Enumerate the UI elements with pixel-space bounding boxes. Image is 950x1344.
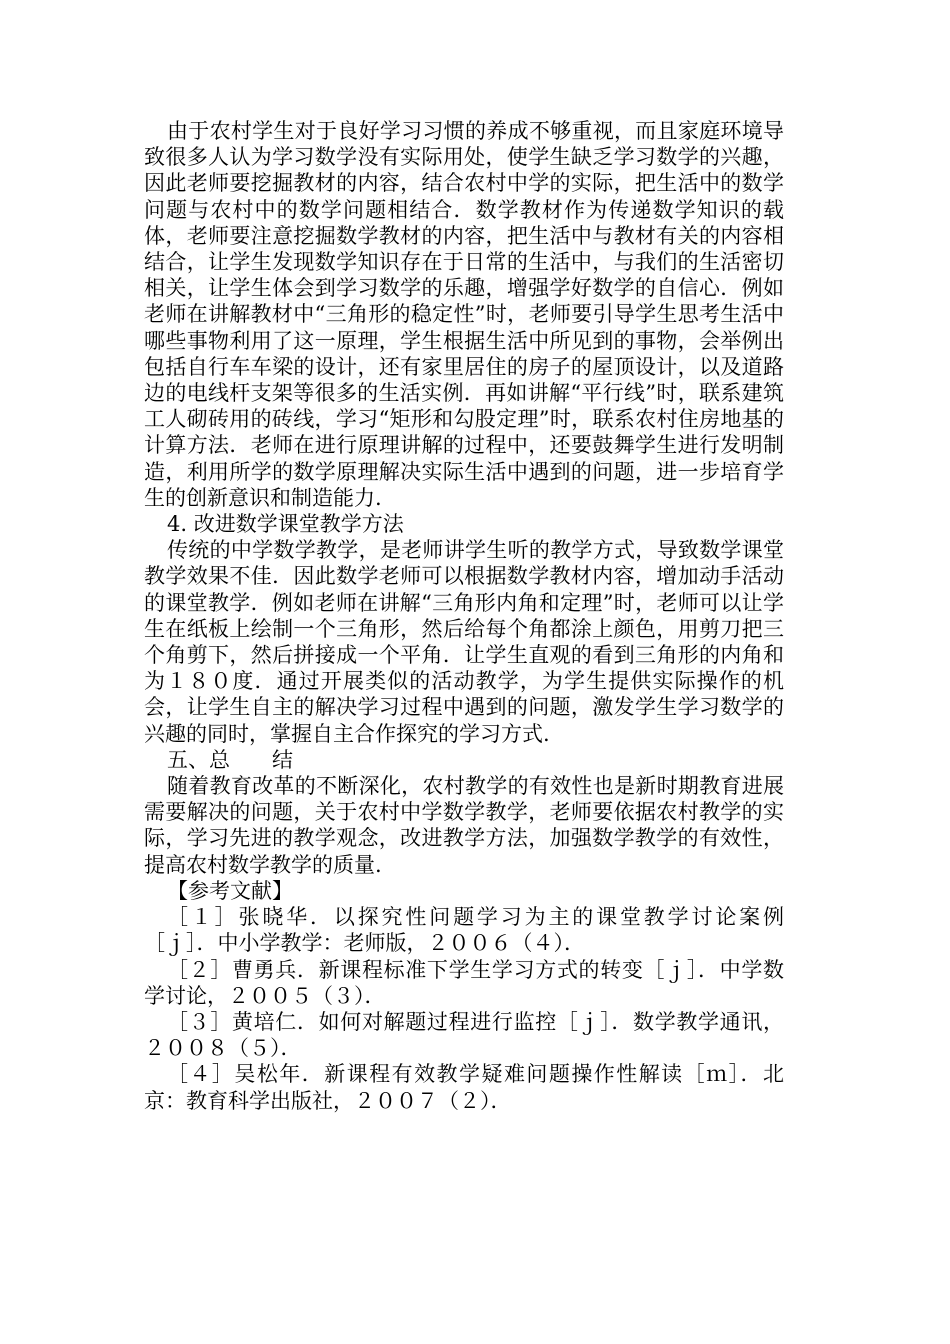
reference-item-2: ［２］曹勇兵．新课程标准下学生学习方式的转变［ｊ］．中学数学讨论，２００５（３）． (144, 957, 784, 1008)
references-heading: 【参考文献】 (167, 878, 293, 903)
paragraph-summary: 随着教育改革的不断深化，农村教学的有效性也是新时期教育进展需要解决的问题，关于农村中学数学教学，老师要依据农村教学的实际，学习先进的教学观念，改进教学方法，加强数学教学的有效性，提高农村数学教学的质量. (144, 774, 784, 877)
reference-item-1: ［１］张晓华．以探究性问题学习为主的课堂教学讨论案例［ｊ］．中小学教学：老师版，２００６（４）． (144, 905, 784, 956)
section-heading-4: 4. 改进数学课堂教学方法 (167, 512, 404, 537)
reference-item-3: ［３］黄培仁．如何对解题过程进行监控［ｊ］．数学教学通讯，２００８（５）． (144, 1009, 784, 1061)
paragraph-rural-life: 由于农村学生对于良好学习习惯的养成不够重视，而且家庭环境导致很多人认为学习数学没有实际用处，使学生缺乏学习数学的兴趣，因此老师要挖掘教材的内容，结合农村中学的实际，把生活中的数学问题与农村中的数学问题相结合．数学教材作为传递数学知识的载体，老师要注意挖掘数学教材的内容，把生活中与教材有关的内容相结合，让学生发现数学知识存在于日常的生活中，与我们的生活密切相关，让学生体会到学习数学的乐趣，增强学好数学的自信心．例如老师在讲解教材中“三角形的稳定性”时，老师要引导学生思考生活中哪些事物利用了这一原理，学生根据生活中所见到的事物，会举例出包括自行车车梁的设计，还有家里居住的房子的屋顶设计，以及道路边的电线杆支架等很多的生活实例．再如讲解“平行线”时，联系建筑工人砌砖用的砖线，学习“矩形和勾股定理”时，联系农村住房地基的计算方法．老师在进行原理讲解的过程中，还要鼓舞学生进行发明制造，利用所学的数学原理解决实际生活中遇到的问题，进一步培育学生的创新意识和制造能力. (144, 119, 784, 510)
section-heading-summary: 五、总 结 (167, 747, 293, 772)
reference-item-4: ［４］吴松年．新课程有效教学疑难问题操作性解读［ｍ］．北京：教育科学出版社，２００７（２）． (144, 1062, 784, 1113)
document-page (144, 118, 784, 1114)
paragraph-teaching-method: 传统的中学数学教学，是老师讲学生听的教学方式，导致数学课堂教学效果不佳．因此数学老师可以根据数学教材内容，增加动手活动的课堂教学．例如老师在讲解“三角形内角和定理”时，老师可以让学生在纸板上绘制一个三角形，然后给每个角都涂上颜色，用剪刀把三个角剪下，然后拼接成一个平角．让学生直观的看到三角形的内角和为１８０度．通过开展类似的活动教学，为学生提供实际操作的机会，让学生自主的解决学习过程中遇到的问题，激发学生学习数学的兴趣的同时，掌握自主合作探究的学习方式. (144, 538, 784, 746)
